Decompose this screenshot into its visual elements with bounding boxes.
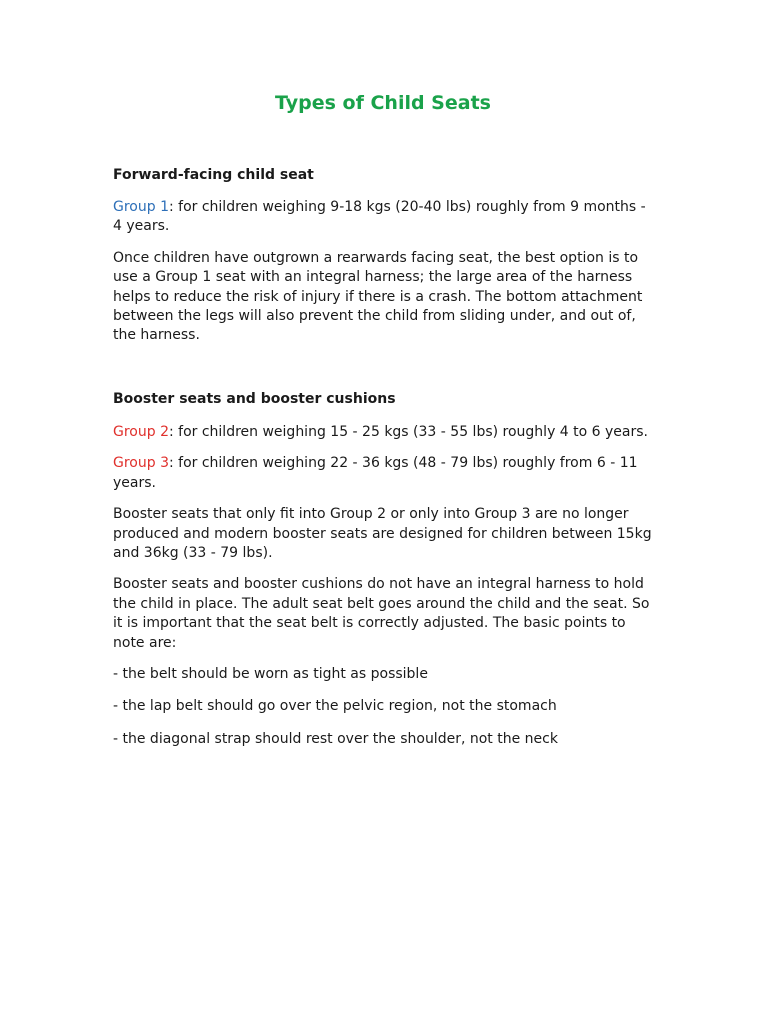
booster-paragraph-1: Booster seats that only fit into Group 2 or only into Group 3 are no longer produced and modern booster seats are designed for children between 15kg and 36kg (33 - 79 lbs). bbox=[113, 506, 652, 562]
group3-text: : for children weighing 22 - 36 kgs (48 - 79 lbs) roughly from 6 - 11 years. bbox=[113, 455, 638, 491]
group2-paragraph bbox=[113, 423, 658, 442]
group3-label: Group 3 bbox=[113, 455, 169, 472]
forward-facing-paragraph: Once children have outgrown a rearwards facing seat, the best option is to use a Group 1 seat with an integral harness; the large area of the harness helps to reduce the risk of injury if there is a crash. The bottom attachment between the legs will also prevent the child from sliding under, and out of, the harness. bbox=[113, 249, 643, 344]
page-title: Types of Child Seats bbox=[275, 92, 491, 114]
point-item: - the diagonal strap should rest over the shoulder, not the neck bbox=[113, 730, 558, 747]
group1-paragraph bbox=[113, 198, 658, 237]
section-heading-forward-facing: Forward-facing child seat bbox=[113, 167, 314, 183]
section-forward-facing bbox=[113, 166, 658, 346]
section-heading-booster: Booster seats and booster cushions bbox=[113, 391, 396, 407]
group3-paragraph bbox=[113, 454, 658, 493]
booster-paragraph-2: Booster seats and booster cushions do not have an integral harness to hold the child in place. The adult seat belt goes around the child and the seat. So it is important that the seat belt is correctly adjusted. The basic points to note are: bbox=[113, 576, 650, 651]
group2-label: Group 2 bbox=[113, 424, 169, 440]
point-item: - the belt should be worn as tight as possible bbox=[113, 666, 428, 683]
group1-text: : for children weighing 9-18 kgs (20-40 lbs) roughly from 9 months - 4 years. bbox=[113, 199, 646, 235]
group2-text: : for children weighing 15 - 25 kgs (33 - 55 lbs) roughly 4 to 6 years. bbox=[168, 424, 648, 440]
group1-label: Group 1 bbox=[113, 199, 169, 215]
point-item: - the lap belt should go over the pelvic region, not the stomach bbox=[113, 698, 557, 715]
section-booster bbox=[113, 390, 658, 749]
